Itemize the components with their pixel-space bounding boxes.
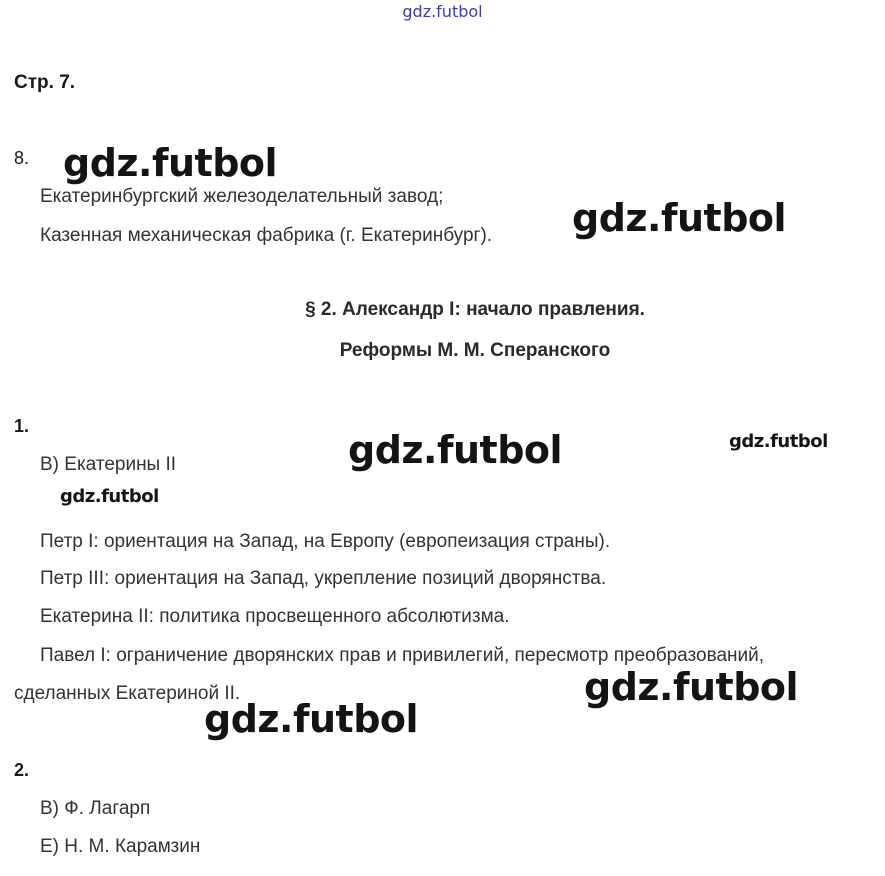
text-line: Петр I: ориентация на Запад, на Европу (европеизация страны).: [40, 531, 611, 552]
watermark: gdz.futbol: [729, 431, 828, 452]
watermark: gdz.futbol: [204, 697, 419, 741]
site-link[interactable]: gdz.futbol: [402, 2, 483, 21]
text-line: Петр III: ориентация на Запад, укрепление позиций дворянства.: [40, 568, 607, 589]
page-reference: Стр. 7.: [14, 72, 76, 93]
task-number: 2.: [14, 760, 30, 780]
text-line: Екатеринбургский железоделательный завод;: [40, 186, 444, 207]
text-line: Павел I: ограничение дворянских прав и привилегий, пересмотр преобразований,: [40, 645, 765, 666]
watermark: gdz.futbol: [348, 428, 563, 472]
task-number: 1.: [14, 416, 30, 436]
watermark: gdz.futbol: [60, 486, 159, 507]
watermark: gdz.futbol: [63, 141, 278, 185]
text-line: сделанных Екатериной II.: [14, 683, 241, 704]
answer-line: В) Екатерины II: [40, 454, 177, 475]
text-line: Екатерина II: политика просвещенного абсолютизма.: [40, 606, 510, 627]
section-title: § 2. Александр I: начало правления.: [305, 299, 645, 320]
answer-line: Е) Н. М. Карамзин: [40, 836, 201, 857]
watermark: gdz.futbol: [572, 196, 787, 240]
text-line: Казенная механическая фабрика (г. Екатеринбург).: [40, 225, 493, 246]
task-number: 8.: [14, 148, 30, 168]
watermark: gdz.futbol: [584, 665, 799, 709]
answer-line: В) Ф. Лагарп: [40, 798, 151, 819]
section-subtitle: Реформы М. М. Сперанского: [339, 340, 611, 361]
